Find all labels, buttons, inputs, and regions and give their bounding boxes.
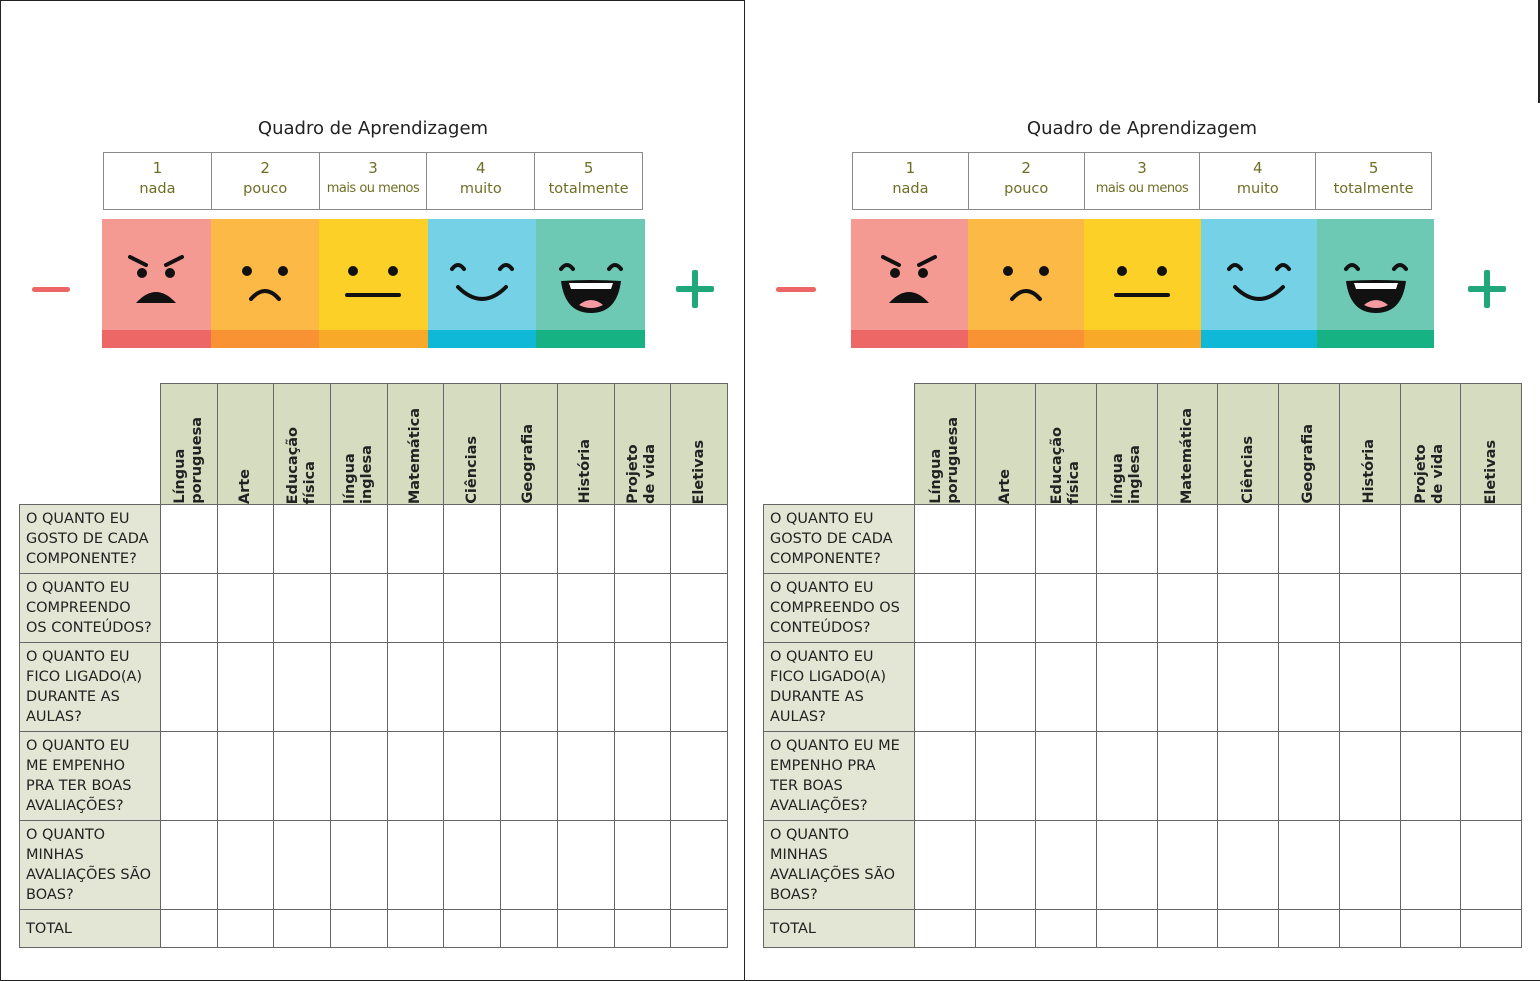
score-cell[interactable] [915,643,976,732]
score-cell[interactable] [501,643,558,732]
score-cell[interactable] [1461,910,1522,948]
subject-name: Geografia [520,424,537,504]
score-cell[interactable] [387,574,444,643]
subject-name: História [577,439,594,504]
scale-label: totalmente [548,181,629,197]
score-cell[interactable] [217,821,274,910]
score-cell[interactable] [671,574,728,643]
right-faces-row [851,219,1434,348]
minus-icon [776,287,816,292]
score-cell[interactable] [331,643,388,732]
subject-header [1339,384,1400,505]
score-cell[interactable] [161,821,218,910]
score-cell[interactable] [614,910,671,948]
score-cell[interactable] [1400,643,1461,732]
score-cell[interactable] [1036,732,1097,821]
score-cell[interactable] [614,574,671,643]
question-label: O QUANTO EU FICO LIGADO(A) DURANTE AS AULAS? [20,643,161,732]
score-cell[interactable] [557,732,614,821]
score-cell[interactable] [274,910,331,948]
score-cell[interactable] [444,732,501,821]
score-cell[interactable] [274,574,331,643]
score-cell[interactable] [331,910,388,948]
score-cell[interactable] [614,821,671,910]
score-cell[interactable] [915,910,976,948]
question-row [764,821,1522,910]
scale-label: nada [892,181,929,197]
color-band [968,330,1085,348]
score-cell[interactable] [671,505,728,574]
score-cell[interactable] [274,505,331,574]
subject-header-row [20,384,728,505]
score-cell[interactable] [557,643,614,732]
scale-cell-5 [535,153,642,209]
score-cell[interactable] [1400,574,1461,643]
corner-cell [764,384,915,505]
question-label: O QUANTO EU GOSTO DE CADA COMPONENTE? [764,505,915,574]
subject-header [274,384,331,505]
score-cell[interactable] [975,910,1036,948]
score-cell[interactable] [1097,732,1158,821]
question-row [764,910,1522,948]
score-cell[interactable] [274,643,331,732]
score-cell[interactable] [1097,821,1158,910]
left-faces-row [102,219,645,348]
scale-cell-4 [1200,153,1316,209]
score-cell[interactable] [501,732,558,821]
subject-name: Matemática [1179,407,1196,504]
question-label: O QUANTO EU ME EMPENHO PRA TER BOAS AVALIAÇÕES? [20,732,161,821]
scale-number: 1 [152,159,163,177]
question-label: O QUANTO EU COMPREENDO OS CONTEÚDOS? [20,574,161,643]
score-cell[interactable] [557,910,614,948]
score-cell[interactable] [1218,643,1279,732]
sad-face-icon [211,219,320,348]
smile-face-icon [1201,219,1318,348]
score-cell[interactable] [444,821,501,910]
score-cell[interactable] [501,574,558,643]
color-band [102,330,211,348]
subject-name: Educação física [285,426,319,504]
score-cell[interactable] [915,574,976,643]
subject-name: Matemática [407,407,424,504]
score-cell[interactable] [1036,821,1097,910]
laugh-face-icon [536,219,645,348]
color-band [851,330,968,348]
score-cell[interactable] [161,574,218,643]
score-cell[interactable] [915,505,976,574]
question-row [764,574,1522,643]
scale-number: 4 [476,159,486,177]
question-row [20,505,728,574]
total-label: TOTAL [20,910,161,948]
score-cell[interactable] [915,732,976,821]
score-cell[interactable] [1157,574,1218,643]
score-cell[interactable] [1097,643,1158,732]
score-cell[interactable] [161,910,218,948]
scale-cell-1 [853,153,969,209]
score-cell[interactable] [1036,910,1097,948]
scale-number: 2 [260,159,270,177]
color-band [428,330,537,348]
question-row [20,821,728,910]
neutral-face-icon [1084,219,1201,348]
question-label: O QUANTO MINHAS AVALIAÇÕES SÃO BOAS? [764,821,915,910]
subject-header [671,384,728,505]
score-cell[interactable] [671,732,728,821]
score-cell[interactable] [501,910,558,948]
score-cell[interactable] [1218,821,1279,910]
score-cell[interactable] [387,505,444,574]
score-cell[interactable] [217,574,274,643]
score-cell[interactable] [671,821,728,910]
score-cell[interactable] [217,910,274,948]
score-cell[interactable] [444,643,501,732]
score-cell[interactable] [1279,821,1340,910]
scale-label: pouco [243,181,288,197]
score-cell[interactable] [444,910,501,948]
subject-name: Ciências [463,436,480,504]
color-band [1084,330,1201,348]
score-cell[interactable] [217,643,274,732]
score-cell[interactable] [1400,505,1461,574]
color-band [211,330,320,348]
score-cell[interactable] [1218,732,1279,821]
scale-number: 5 [583,159,594,177]
subject-header [387,384,444,505]
score-cell[interactable] [1461,821,1522,910]
score-cell[interactable] [1339,732,1400,821]
right-evaluation-table [763,383,1522,948]
score-cell[interactable] [671,910,728,948]
plus-icon [676,270,714,308]
question-label: O QUANTO EU COMPREENDO OS CONTEÚDOS? [764,574,915,643]
subject-header [1157,384,1218,505]
subject-name: Educação física [1049,426,1083,504]
subject-name: Eletivas [690,439,707,504]
minus-icon [32,287,70,292]
score-cell[interactable] [975,732,1036,821]
score-cell[interactable] [161,732,218,821]
subject-header [1461,384,1522,505]
left-scale-table [103,152,643,210]
plus-icon [1468,270,1506,308]
scale-number: 3 [1137,159,1147,177]
score-cell[interactable] [1279,643,1340,732]
subject-header [501,384,558,505]
score-cell[interactable] [217,505,274,574]
subject-name: Arte [997,468,1014,504]
scale-cell-3 [1085,153,1201,209]
score-cell[interactable] [975,505,1036,574]
score-cell[interactable] [1097,574,1158,643]
score-cell[interactable] [975,574,1036,643]
score-cell[interactable] [671,643,728,732]
color-band [1201,330,1318,348]
score-cell[interactable] [1279,732,1340,821]
scale-number: 2 [1021,159,1031,177]
scale-number: 5 [1368,159,1379,177]
subject-header [1218,384,1279,505]
score-cell[interactable] [1339,643,1400,732]
subject-header [161,384,218,505]
score-cell[interactable] [331,732,388,821]
color-band [319,330,428,348]
score-cell[interactable] [1339,505,1400,574]
subject-header [217,384,274,505]
total-label: TOTAL [764,910,915,948]
score-cell[interactable] [1157,643,1218,732]
scale-label: nada [139,181,176,197]
subject-header [1279,384,1340,505]
score-cell[interactable] [1036,574,1097,643]
subject-name: língua inglesa [341,445,375,504]
angry-face-icon [851,219,968,348]
score-cell[interactable] [501,821,558,910]
color-band [1317,330,1434,348]
score-cell[interactable] [501,505,558,574]
score-cell[interactable] [1218,910,1279,948]
score-cell[interactable] [1157,505,1218,574]
score-cell[interactable] [557,574,614,643]
subject-name: Projeto de vida [1413,444,1447,504]
score-cell[interactable] [915,821,976,910]
subject-header [331,384,388,505]
score-cell[interactable] [614,732,671,821]
score-cell[interactable] [1036,643,1097,732]
scale-label: muito [459,181,502,197]
score-cell[interactable] [1218,505,1279,574]
score-cell[interactable] [387,821,444,910]
question-row [20,732,728,821]
score-cell[interactable] [1097,505,1158,574]
score-cell[interactable] [1461,643,1522,732]
subject-name: Geografia [1300,424,1317,504]
score-cell[interactable] [331,574,388,643]
score-cell[interactable] [614,505,671,574]
question-label: O QUANTO EU ME EMPENHO PRA TER BOAS AVALIAÇÕES? [764,732,915,821]
scale-number: 1 [905,159,916,177]
score-cell[interactable] [975,821,1036,910]
subject-name: Língua poruguesa [171,417,205,504]
score-cell[interactable] [1279,910,1340,948]
subject-header [1400,384,1461,505]
angry-face-icon [102,219,211,348]
subject-name: Língua poruguesa [927,417,961,504]
right-page-title: Quadro de Aprendizagem [1026,118,1258,139]
left-evaluation-table [19,383,728,948]
subject-header [1036,384,1097,505]
score-cell[interactable] [614,643,671,732]
score-cell[interactable] [444,574,501,643]
score-cell[interactable] [1400,910,1461,948]
right-scale-table [852,152,1432,210]
score-cell[interactable] [274,821,331,910]
question-row [20,574,728,643]
score-cell[interactable] [1339,821,1400,910]
score-cell[interactable] [387,910,444,948]
subject-name: Projeto de vida [625,444,659,504]
scale-cell-5 [1316,153,1431,209]
question-label: O QUANTO EU FICO LIGADO(A) DURANTE AS AULAS? [764,643,915,732]
scale-cell-2 [212,153,320,209]
score-cell[interactable] [1218,574,1279,643]
subject-header [975,384,1036,505]
score-cell[interactable] [1461,574,1522,643]
subject-name: História [1361,439,1378,504]
scale-cell-4 [427,153,535,209]
scale-cell-2 [969,153,1085,209]
score-cell[interactable] [331,821,388,910]
subject-header [1097,384,1158,505]
score-cell[interactable] [161,643,218,732]
left-page-title: Quadro de Aprendizagem [257,118,489,139]
question-row [20,910,728,948]
score-cell[interactable] [387,732,444,821]
subject-name: Eletivas [1482,439,1499,504]
scale-label: pouco [1004,181,1049,197]
score-cell[interactable] [274,732,331,821]
question-row [764,732,1522,821]
score-cell[interactable] [1461,732,1522,821]
subject-header [444,384,501,505]
subject-header-row [764,384,1522,505]
score-cell[interactable] [217,732,274,821]
score-cell[interactable] [1157,910,1218,948]
subject-name: Ciências [1239,436,1256,504]
smile-face-icon [428,219,537,348]
subject-name: Arte [237,468,254,504]
scale-label: totalmente [1333,181,1414,197]
scale-label: mais ou menos [1095,181,1189,196]
score-cell[interactable] [1339,910,1400,948]
score-cell[interactable] [1097,910,1158,948]
score-cell[interactable] [1157,732,1218,821]
score-cell[interactable] [1400,821,1461,910]
laugh-face-icon [1317,219,1434,348]
scale-cell-1 [104,153,212,209]
subject-name: língua inglesa [1109,445,1143,504]
score-cell[interactable] [1400,732,1461,821]
question-row [764,643,1522,732]
score-cell[interactable] [331,505,388,574]
color-band [536,330,645,348]
subject-header [557,384,614,505]
score-cell[interactable] [387,643,444,732]
score-cell[interactable] [444,505,501,574]
score-cell[interactable] [1461,505,1522,574]
scale-number: 4 [1253,159,1263,177]
score-cell[interactable] [975,643,1036,732]
subject-header [614,384,671,505]
score-cell[interactable] [161,505,218,574]
score-cell[interactable] [557,821,614,910]
subject-header [915,384,976,505]
corner-cell [20,384,161,505]
score-cell[interactable] [1339,574,1400,643]
neutral-face-icon [319,219,428,348]
score-cell[interactable] [1036,505,1097,574]
score-cell[interactable] [1279,505,1340,574]
question-row [20,643,728,732]
scale-label: muito [1236,181,1279,197]
scale-cell-3 [320,153,428,209]
question-label: O QUANTO MINHAS AVALIAÇÕES SÃO BOAS? [20,821,161,910]
scale-number: 3 [368,159,378,177]
question-row [764,505,1522,574]
score-cell[interactable] [1279,574,1340,643]
sad-face-icon [968,219,1085,348]
scale-label: mais ou menos [326,181,420,196]
question-label: O QUANTO EU GOSTO DE CADA COMPONENTE? [20,505,161,574]
score-cell[interactable] [557,505,614,574]
score-cell[interactable] [1157,821,1218,910]
